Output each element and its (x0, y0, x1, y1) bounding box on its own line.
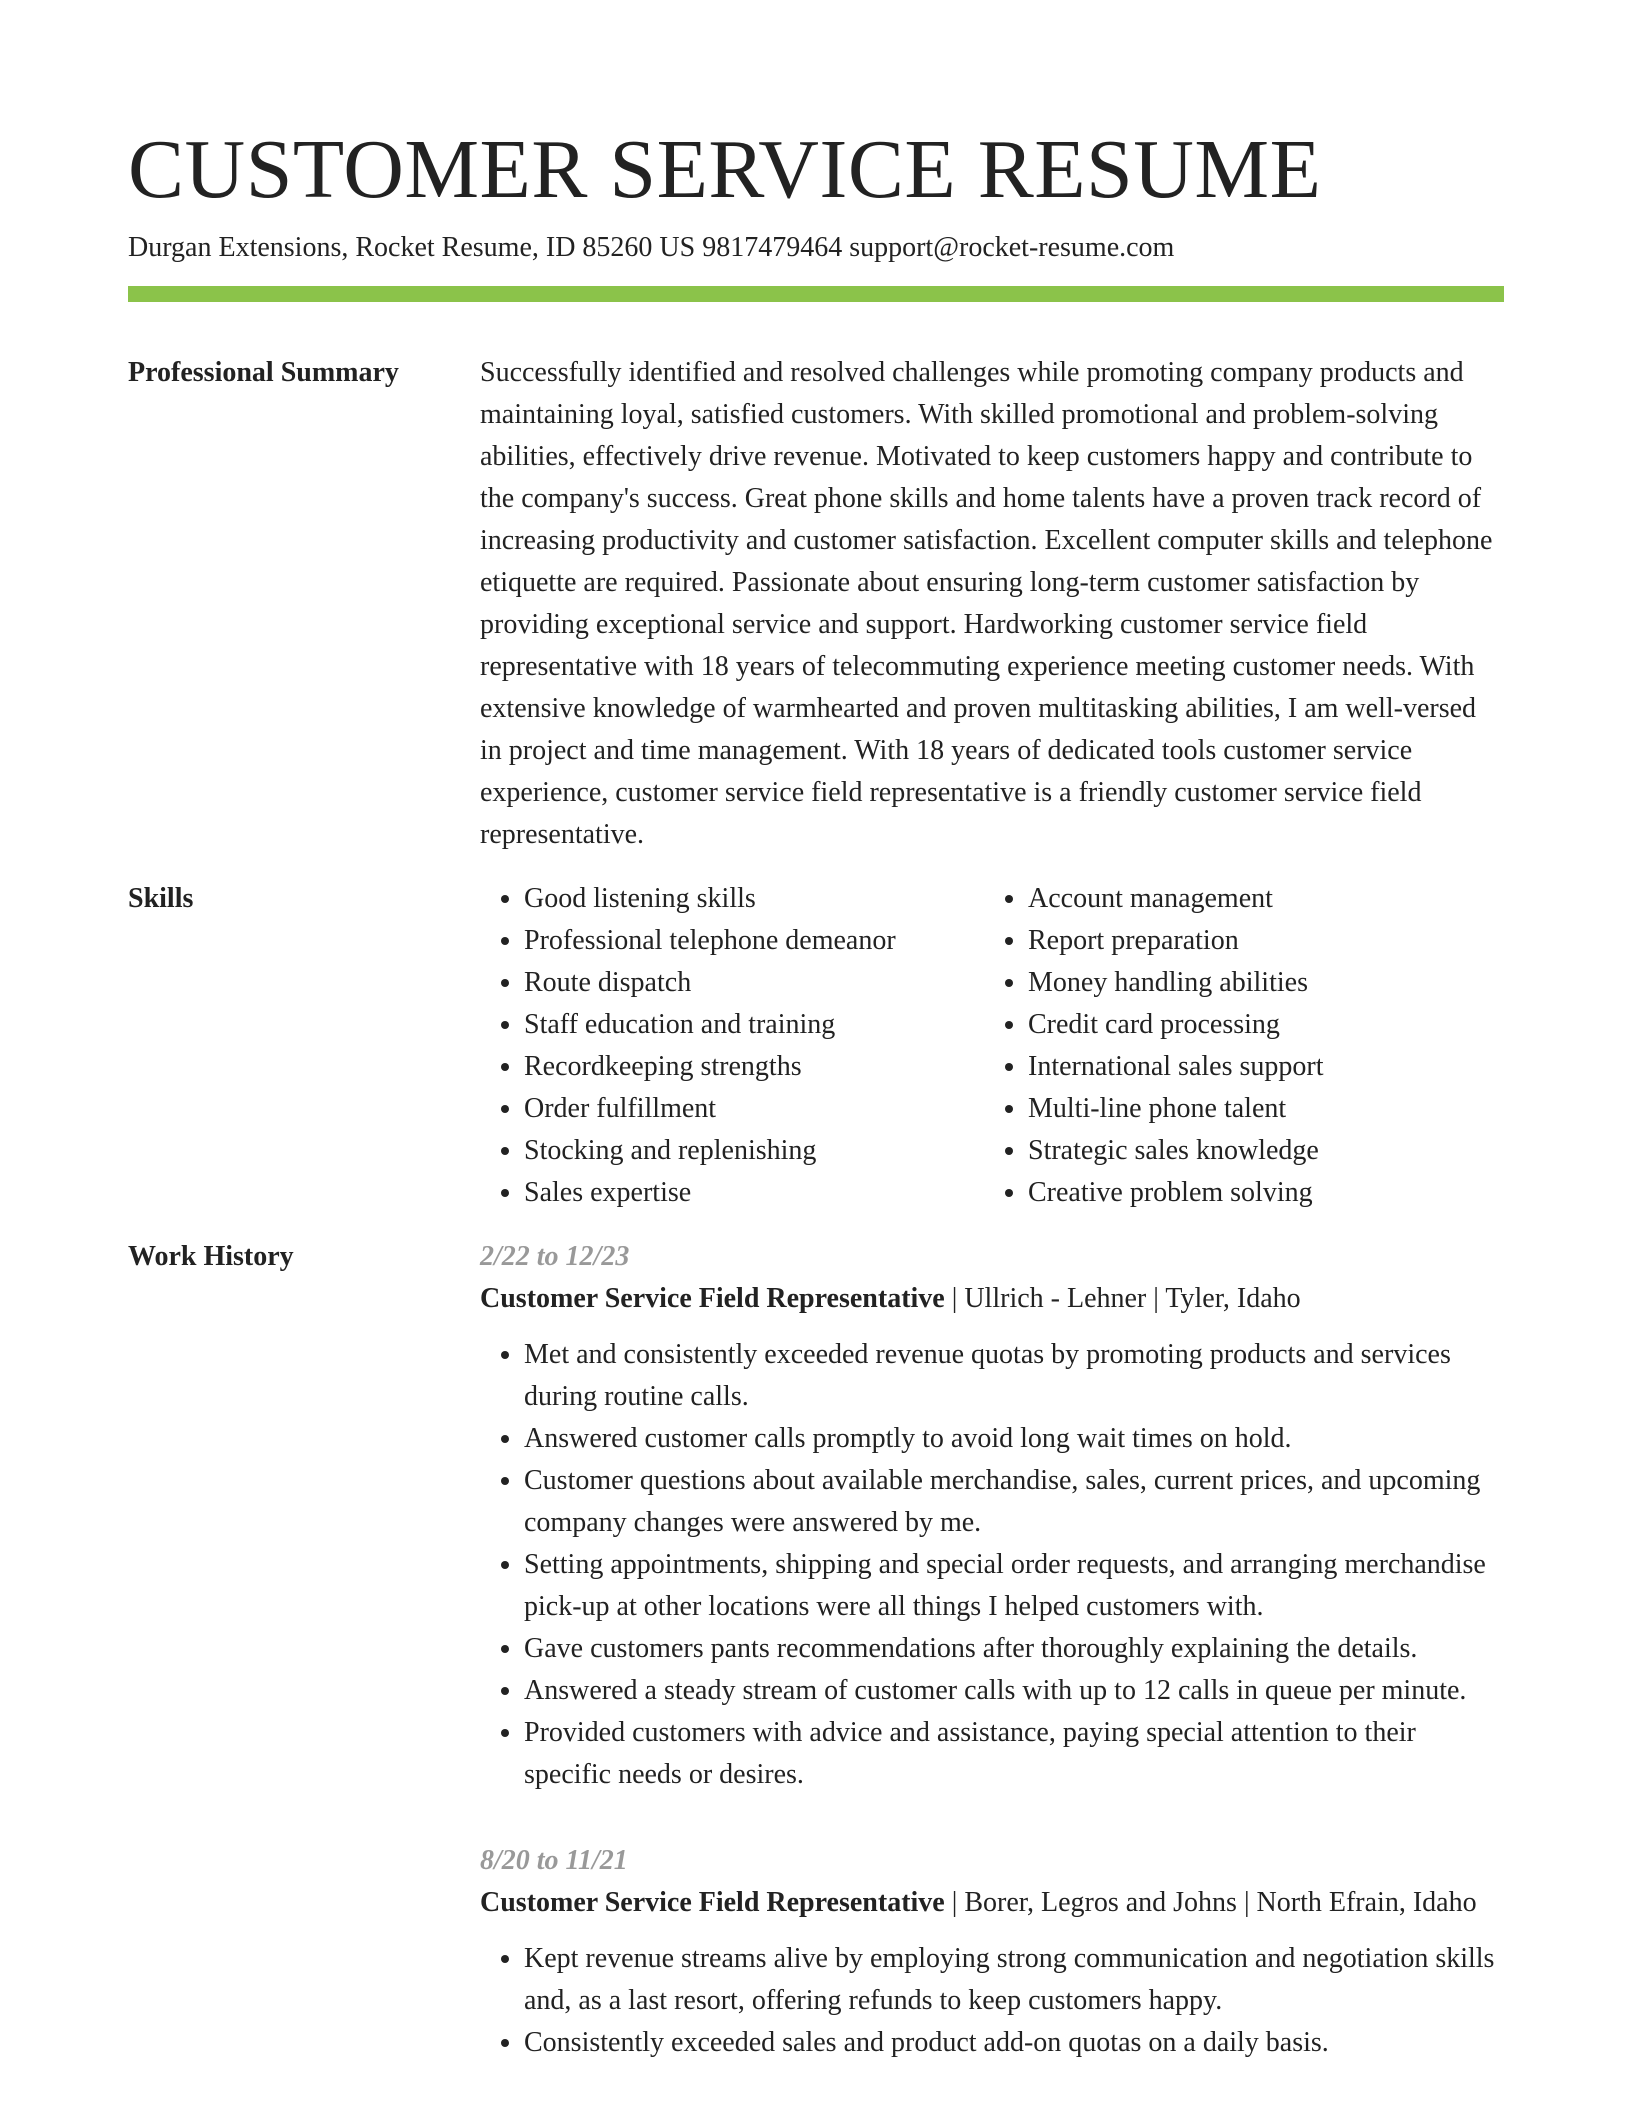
job-title-line (480, 1278, 1504, 1320)
job-bullet: • Provided customers with advice and assistance, paying special attention to their specific needs or desires. (524, 1712, 1504, 1796)
skill-item: • Multi-line phone talent (1028, 1088, 1488, 1130)
job-employer-location: | Ullrich - Lehner | Tyler, Idaho (944, 1283, 1301, 1314)
work-history-section (128, 1236, 1504, 2108)
job-dates: 2/22 to 12/23 (480, 1241, 630, 1272)
skill-item: • Money handling abilities (1028, 962, 1488, 1004)
skills-list-left (480, 878, 984, 1214)
header-divider (128, 286, 1504, 302)
skill-item: • Credit card processing (1028, 1004, 1488, 1046)
summary-text: Successfully identified and resolved challenges while promoting company products and maintaining loyal, satisfied customers. With skilled promotional and problem-solving abilities, effectively drive revenue. Motivated to keep customers happy and contribute to the company's success. Great phone skills and home talents have a proven track record of increasing productivity and customer satisfaction. Excellent computer skills and telephone etiquette are required. Passionate about ensuring long-term customer satisfaction by providing exceptional service and support. Hardworking customer service field representative with 18 years of telecommuting experience meeting customer needs. With extensive knowledge of warmhearted and proven multitasking abilities, I am well-versed in project and time management. With 18 years of dedicated tools customer service experience, customer service field representative is a friendly customer service field representative. (480, 357, 1493, 850)
summary-body (480, 352, 1504, 856)
job-title: Customer Service Field Representative (480, 1283, 945, 1314)
job-dates: 8/20 to 11/21 (480, 1845, 628, 1876)
contact-line: Durgan Extensions, Rocket Resume, ID 85260 US 9817479464 support@rocket-resume.com (128, 232, 1175, 263)
skills-section (128, 878, 1504, 1214)
skill-item: • International sales support (1028, 1046, 1488, 1088)
skills-label: Skills (128, 883, 194, 914)
job-entry (480, 1840, 1504, 2064)
skill-item: • Professional telephone demeanor (524, 920, 984, 962)
skills-grid (480, 878, 1504, 1214)
job-entry (480, 1236, 1504, 1796)
summary-section (128, 352, 1504, 856)
skill-item: • Report preparation (1028, 920, 1488, 962)
job-bullet: • Consistently exceeded sales and product add-on quotas on a daily basis. (524, 2022, 1504, 2064)
job-bullet: • Kept revenue streams alive by employing strong communication and negotiation skills and, as a last resort, offering refunds to keep customers happy. (524, 1938, 1504, 2022)
skill-item: • Good listening skills (524, 878, 984, 920)
job-bullet: • Met and consistently exceeded revenue quotas by promoting products and services during routine calls. (524, 1334, 1504, 1418)
job-bullet: • Customer questions about available merchandise, sales, current prices, and upcoming company changes were answered by me. (524, 1460, 1504, 1544)
job-bullet: • Answered customer calls promptly to avoid long wait times on hold. (524, 1418, 1504, 1460)
job-bullet-list (480, 1334, 1504, 1796)
job-bullet: • Answered a steady stream of customer calls with up to 12 calls in queue per minute. (524, 1670, 1504, 1712)
job-employer-location: | Borer, Legros and Johns | North Efrain, Idaho (944, 1887, 1477, 1918)
skills-list-right (984, 878, 1488, 1214)
work-history-label: Work History (128, 1241, 294, 1272)
skills-body (480, 878, 1504, 1214)
skill-item: • Account management (1028, 878, 1488, 920)
skill-item: • Strategic sales knowledge (1028, 1130, 1488, 1172)
skill-item: • Recordkeeping strengths (524, 1046, 984, 1088)
skill-item: • Creative problem solving (1028, 1172, 1488, 1214)
job-bullet: • Setting appointments, shipping and special order requests, and arranging merchandise pick-up at other locations were all things I helped customers with. (524, 1544, 1504, 1628)
job-title-line (480, 1882, 1504, 1924)
skill-item: • Stocking and replenishing (524, 1130, 984, 1172)
job-title: Customer Service Field Representative (480, 1887, 945, 1918)
job-bullet-list (480, 1938, 1504, 2064)
resume-page (128, 0, 1504, 2108)
summary-label: Professional Summary (128, 357, 399, 388)
skill-item: • Order fulfillment (524, 1088, 984, 1130)
skill-item: • Route dispatch (524, 962, 984, 1004)
job-bullet: • Gave customers pants recommendations after thoroughly explaining the details. (524, 1628, 1504, 1670)
skill-item: • Staff education and training (524, 1004, 984, 1046)
resume-title: CUSTOMER SERVICE RESUME (128, 123, 1322, 216)
skill-item: • Sales expertise (524, 1172, 984, 1214)
work-history-body (480, 1236, 1504, 2108)
